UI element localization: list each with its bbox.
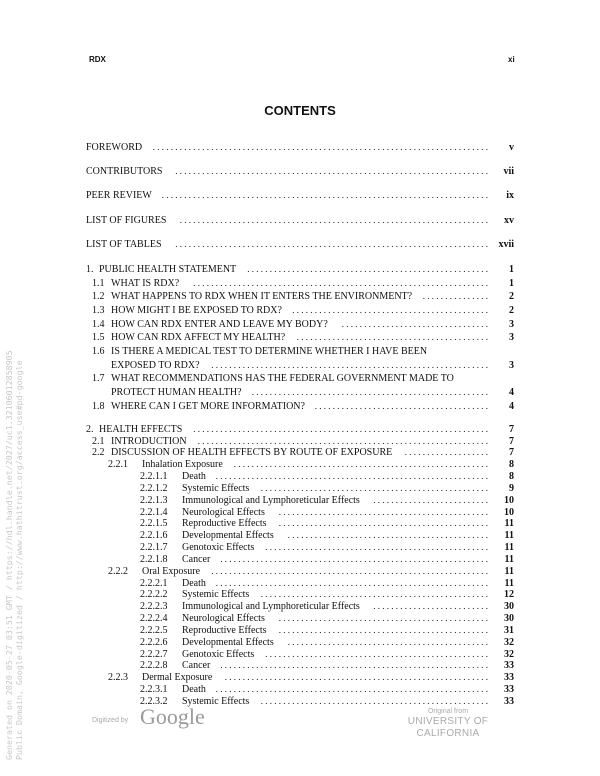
toc-entry-label: Neurological Effects: [182, 506, 265, 518]
toc-entry-label-wrap: [182, 684, 488, 695]
toc-entry-number: 2.2.2: [108, 565, 128, 577]
toc-entry-label-wrap: [99, 264, 488, 275]
toc-entry-label: PEER REVIEW: [86, 190, 152, 202]
toc-entry-label: Death: [182, 684, 206, 696]
toc-entry[interactable]: [0, 401, 600, 412]
watermark-line-2: Public Domain, Google-digitized / http://www.hathitrust.org/access_use#pd-google: [14, 360, 24, 760]
toc-entry-number: 2.2.3.2: [140, 695, 168, 707]
dot-leader: . . . . . . . . . . . . . . . . . . . . . . . . . . . . . . . . . . . . . . . . . . . . .: [285, 636, 488, 647]
toc-entry-page: 33: [504, 695, 514, 707]
toc-entry-label-wrap: [182, 507, 488, 518]
toc-entry-page: 31: [504, 624, 514, 636]
toc-entry-number: 2.2.3: [108, 672, 128, 684]
dot-leader: . . . . . . . . . . . . . . . . . . . . . . . . . . . . . . . . . . . . . . . . . . . . . . . . . . .: [258, 589, 488, 600]
toc-entry-page: 10: [504, 494, 514, 506]
toc-entry[interactable]: [0, 332, 600, 343]
toc-entry-label-wrap: [86, 239, 488, 250]
toc-entry-number: 2.2.2.3: [140, 601, 168, 613]
toc-entry-page: 10: [504, 506, 514, 518]
toc-entry[interactable]: [0, 142, 600, 153]
toc-entry-label: INTRODUCTION: [111, 435, 187, 447]
toc-entry-number: 2.2.2.6: [140, 636, 168, 648]
dot-leader: . . . . . . . . . . . . . . . . . . . . . . . . . . . . . . . . . . . . . . . . . . . . . . .: [276, 624, 488, 635]
dot-leader: . . . . . . . . . . . . . . . . . . . . . . . . . . . . . . . . . . . . . . . . . . . .: [290, 304, 488, 315]
toc-entry-page: 11: [504, 577, 514, 589]
toc-entry-number: 1.4: [92, 318, 105, 330]
toc-entry-label: Neurological Effects: [182, 613, 265, 625]
dot-leader: . . . . . . . . . . . . . . . . . . . . . . . . . . . . . . . . . . . . . . . . . . . . . . .: [276, 518, 488, 529]
dot-leader: . . . . . . . . . . . . . . . . . . . . . . . . . . . . . . . . . . . . . . . . . . . . . . . . . . . . . .: [245, 263, 488, 274]
toc-entry-label-wrap: [111, 332, 488, 343]
toc-entry-label-wrap: [86, 166, 488, 177]
toc-entry[interactable]: [0, 305, 600, 316]
toc-entry-label: HOW CAN RDX ENTER AND LEAVE MY BODY?: [111, 318, 328, 330]
toc-entry-page: 11: [504, 542, 514, 554]
toc-entry-number: 2.2: [92, 447, 105, 459]
toc-entry[interactable]: [0, 447, 600, 458]
toc-entry-label-wrap: [111, 319, 488, 330]
toc-entry-page: 4: [509, 400, 514, 412]
toc-entry-page: 32: [504, 648, 514, 660]
toc-entry[interactable]: [0, 507, 600, 518]
google-logo: Google: [140, 704, 205, 729]
toc-entry-label: WHAT RECOMMENDATIONS HAS THE FEDERAL GOVERNMENT MADE TO: [111, 373, 454, 385]
running-header-title: RDX: [89, 55, 106, 64]
dot-leader: . . . . . . . . . . . . . . . . . . . . . . . . . . . . . . . . . . . . . . . . . . . . . . . . . . . . . . . . . . . .: [218, 553, 488, 564]
toc-entry-label: CONTRIBUTORS: [86, 166, 163, 178]
toc-entry-label: HEALTH EFFECTS: [99, 423, 183, 435]
toc-entry-number: 2.2.2.4: [140, 613, 168, 625]
dot-leader: . . . . . . . . . . . . . . . . . . . . . . . . . . . . . . . . . . . . . . . . . . . . .: [285, 530, 488, 541]
toc-entry-label-wrap: [182, 530, 488, 541]
digitized-by-label: Digitized by: [92, 717, 129, 724]
toc-entry-number: 2.2.1.2: [140, 482, 168, 494]
toc-entry[interactable]: [0, 625, 600, 636]
toc-entry-page: 7: [509, 447, 514, 459]
toc-entry[interactable]: [0, 264, 600, 275]
toc-entry-number: 2.2.1.3: [140, 494, 168, 506]
toc-entry-page: 33: [504, 672, 514, 684]
toc-entry[interactable]: [0, 291, 600, 302]
dot-leader: . . . . . . . . . . . . . . . . . . . . . . . . . .: [371, 494, 488, 505]
dot-leader: . . . . . . . . . . . . . . . . . . . . . . . . . . . . . . . . . . . . . . . . . . . . . . . . . . . . . . . . . . . . . . . . . . . . . .: [173, 166, 488, 177]
toc-entry-number: 2.2.2.2: [140, 589, 168, 601]
toc-entry-page: v: [509, 142, 514, 153]
dot-leader: . . . . . . . . . . . . . . . . . . . . . . . . . . . . . . . . . . . . . . . . . . . . . . . . . . . . . . . . . . . . .: [213, 684, 488, 695]
toc-entry-label: DISCUSSION OF HEALTH EFFECTS BY ROUTE OF EXPOSURE: [111, 447, 393, 459]
dot-leader: . . . . . . . . . . . . . . . . . . . . . . . . . . . . . . . . . . . . . . . . . . . . . . . . . . .: [258, 695, 488, 706]
dot-leader: . . . . . . . . . . . . . . . . . . . . . . . . . . . . . . . . . . . . . . . . . . . . . . . . . . . . . . . . . . . . . . . . . .: [191, 423, 488, 434]
toc-entry-label-wrap: [111, 373, 457, 384]
toc-entry-label-wrap: [182, 696, 488, 707]
toc-entry-label-wrap: [182, 625, 488, 636]
original-from-label: Original from: [427, 708, 469, 715]
toc-entry-label: Systemic Effects: [182, 695, 250, 707]
toc-entry[interactable]: [0, 589, 600, 600]
toc-entry-page: 30: [504, 601, 514, 613]
toc-entry-number: 1.1: [92, 277, 105, 289]
toc-entry-label: Oral Exposure: [142, 565, 201, 577]
toc-entry-number: 2.2.1: [108, 459, 128, 471]
toc-entry-page: 33: [504, 660, 514, 672]
toc-entry-label-wrap: [182, 589, 488, 600]
toc-entry-label: Systemic Effects: [182, 589, 250, 601]
toc-entry[interactable]: [0, 373, 600, 384]
toc-entry-label: HOW MIGHT I BE EXPOSED TO RDX?: [111, 304, 282, 316]
toc-entry-label: WHERE CAN I GET MORE INFORMATION?: [111, 400, 305, 412]
toc-entry-label-wrap: [182, 542, 488, 553]
toc-entry-page: xvii: [498, 238, 514, 250]
watermark-line-1: Generated on 2020-05-27 03:51 GMT / https://hdl.handle.net/2027/uc1.32106012858905: [4, 350, 14, 760]
toc-entry[interactable]: [0, 166, 600, 177]
dot-leader: . . . . . . . . . . . . . . . . . . . . . . . . . . . . . . . . . . . . . . . . . . . . . . . . . . . . . . . . . . . . .: [213, 577, 488, 588]
toc-entry[interactable]: [0, 471, 600, 482]
toc-entry-number: 2.2.1.4: [140, 506, 168, 518]
toc-entry-label: IS THERE A MEDICAL TEST TO DETERMINE WHETHER I HAVE BEEN: [111, 346, 428, 357]
toc-entry-label: Immunological and Lymphoreticular Effects: [182, 494, 360, 506]
toc-entry-label-wrap: [182, 601, 488, 612]
toc-entry-number: 1.8: [92, 400, 105, 412]
toc-entry-continuation[interactable]: [0, 387, 600, 398]
toc-entry-label: Genotoxic Effects: [182, 648, 255, 660]
dot-leader: . . . . . . . . . . . . . . . . . . . . . . . . . . . . . . . . . . . . . . . . . . . . . . . . . . . . . . . . . . . . . .: [209, 359, 488, 370]
toc-entry-label: Inhalation Exposure: [142, 459, 223, 471]
toc-entry-page: xv: [504, 214, 514, 226]
dot-leader: . . . . . . . . . . . . . . . . . . . . . . . . . . . . . . . . . . . . . . . . . . . . . . .: [276, 506, 488, 517]
toc-entry-label-wrap: [142, 459, 488, 470]
toc-entry[interactable]: [0, 424, 600, 435]
toc-entry[interactable]: [0, 542, 600, 553]
dot-leader: . . . . . . . . . . . . . . . . . . . . . . . . . . . . . . . . . . . . . . . . . . . . . . . . . . . . . . . . . . . . . . . . . .: [191, 277, 488, 288]
dot-leader: . . . . . . . . . . . . . . . . . . . . . . . . . . . . . . . . . . . . . . .: [312, 400, 488, 411]
dot-leader: . . . . . . . . . . . . . . . . . . . . . . . . . . . . . . . . . . . . . . . . . . . . . . . . . . . . . . . . .: [231, 459, 488, 470]
dot-leader: . . . . . . . . . . . . . . .: [420, 291, 488, 302]
toc-entry[interactable]: [0, 578, 600, 589]
toc-entry[interactable]: [0, 601, 600, 612]
toc-entry[interactable]: [0, 672, 600, 683]
toc-entry-page: 7: [509, 435, 514, 447]
toc-entry[interactable]: [0, 239, 600, 250]
toc-entry-page: 11: [504, 565, 514, 577]
toc-entry-page: 1: [509, 277, 514, 289]
dot-leader: . . . . . . . . . . . . . . . . . . . . . . . . . . . . . . . . . . . . . . . . . . . . . . . . . .: [263, 542, 488, 553]
toc-entry-label-wrap: [111, 291, 488, 302]
dot-leader: . . . . . . . . . . . . . . . . . . . . . . . . . . . . . . . . . . . . . . . . . . . . . . . . . . . . . . . . . . . . . . . . .: [195, 435, 488, 446]
toc-entry-label: Death: [182, 577, 206, 589]
toc-entry-label-wrap: [182, 578, 488, 589]
toc-entry-label-wrap: [182, 471, 488, 482]
toc-entry-number: 1.5: [92, 332, 105, 344]
institution-name: UNIVERSITY OF CALIFORNIA: [407, 716, 489, 739]
toc-entry-label-wrap: [182, 637, 488, 648]
dot-leader: . . . . . . . . . . . . . . . . . . . . . . . . . . . . . . . . . . . . . . . . . . . . . . . . . . . . . . . . . . . . . . . . . . . . . .: [173, 238, 488, 249]
toc-entry-page: 8: [509, 471, 514, 483]
toc-entry-page: 3: [509, 359, 514, 371]
toc-entry-label: Genotoxic Effects: [182, 542, 255, 554]
toc-entry-label-wrap: [111, 436, 488, 447]
toc-entry-number: 1.2: [92, 291, 105, 303]
toc-entry[interactable]: [0, 518, 600, 529]
toc-entry-label: EXPOSED TO RDX?: [111, 359, 200, 371]
toc-entry-page: 32: [504, 636, 514, 648]
toc-entry-label-wrap: [111, 360, 488, 371]
toc-entry-page: 12: [504, 589, 514, 601]
toc-entry-label-wrap: [182, 495, 488, 506]
toc-entry[interactable]: [0, 215, 600, 226]
dot-leader: . . . . . . . . . . . . . . . . . . . . . . . . . . . . . . . . .: [339, 318, 488, 329]
toc-entry-number: 2.2.1.6: [140, 530, 168, 542]
toc-entry-label: Systemic Effects: [182, 482, 250, 494]
toc-entry[interactable]: [0, 436, 600, 447]
toc-entry-label-wrap: [182, 554, 488, 565]
dot-leader: . . . . . . . . . . . . . . . . . . . . . . . . . . . . . . . . . . . . . . . . . . . . . . . . . . . . .: [249, 387, 488, 398]
toc-entry-page: 3: [509, 332, 514, 344]
page-title: CONTENTS: [264, 103, 336, 118]
toc-entry-label: Reproductive Effects: [182, 518, 267, 530]
toc-entry-label: WHAT HAPPENS TO RDX WHEN IT ENTERS THE ENVIRONMENT?: [111, 291, 413, 303]
toc-entry-number: 2.2.1.8: [140, 553, 168, 565]
toc-entry-number: 1.7: [92, 373, 105, 385]
toc-entry-label-wrap: [182, 518, 488, 529]
toc-entry-label: Reproductive Effects: [182, 624, 267, 636]
toc-entry[interactable]: [0, 637, 600, 648]
dot-leader: . . . . . . . . . . . . . . . . . . . . . . . . . . . . . . . . . . . . . . . . . . . . . . . . . . . . . . . . . . . . . . . . . . . . . . . . . . .: [150, 142, 488, 152]
toc-entry-number: 1.3: [92, 304, 105, 316]
toc-entry[interactable]: [0, 684, 600, 695]
watermark: [4, 350, 24, 760]
toc-entry[interactable]: [0, 346, 600, 357]
page-number-roman: xi: [508, 55, 515, 64]
toc-entry-page: 11: [504, 553, 514, 565]
toc-entry-number: 2.2.2.8: [140, 660, 168, 672]
toc-entry-number: 2.2.1.7: [140, 542, 168, 554]
dot-leader: . . . . . . . . . . . . . . . . . . . . . . . . . . . . . . . . . . . . . . . . . . . . . . . . . . . . . . . . . . . . .: [213, 471, 488, 482]
toc-entry[interactable]: [0, 696, 600, 707]
toc-entry-label-wrap: [182, 483, 488, 494]
toc-entry[interactable]: [0, 649, 600, 660]
toc-entry[interactable]: [0, 613, 600, 624]
toc-entry-number: 2.: [86, 423, 94, 435]
toc-entry-label: Immunological and Lymphoreticular Effects: [182, 601, 360, 613]
dot-leader: . . . . . . . . . . . . . . . . . . . . . . . . . .: [371, 601, 488, 612]
toc-entry-page: 9: [509, 482, 514, 494]
toc-entry-label: LIST OF TABLES: [86, 238, 162, 250]
toc-entry-number: 1.6: [92, 346, 105, 357]
toc-entry-page: ix: [506, 190, 514, 202]
toc-entry-page: 30: [504, 613, 514, 625]
toc-entry-label: Developmental Effects: [182, 530, 274, 542]
original-from: [383, 707, 513, 740]
toc-entry[interactable]: [0, 278, 600, 289]
toc-entry-label: Developmental Effects: [182, 636, 274, 648]
toc-entry-label-wrap: [142, 566, 488, 577]
toc-entry[interactable]: [0, 660, 600, 671]
toc-entry-label: WHAT IS RDX?: [111, 277, 180, 289]
toc-entry-label-wrap: [111, 346, 430, 357]
dot-leader: . . . . . . . . . . . . . . . . . . . . . . . . . . . . . . . . . . . . . . . . . . . . . . . . . . . . . . . . . . . .: [218, 660, 488, 671]
toc-entry[interactable]: [0, 319, 600, 330]
toc-entry-number: 2.2.2.1: [140, 577, 168, 589]
toc-entry-label: FOREWORD: [86, 142, 143, 153]
toc-entry-label: Death: [182, 471, 206, 483]
toc-entry-page: 33: [504, 684, 514, 696]
toc-entry-page: 3: [509, 318, 514, 330]
toc-entry-label: PROTECT HUMAN HEALTH?: [111, 387, 242, 399]
toc-entry-number: 2.2.1.5: [140, 518, 168, 530]
toc-entry-number: 1.: [86, 263, 94, 275]
dot-leader: . . . . . . . . . . . . . . . . . . . . . . . . . . . . . . . . . . . . . . . . . . . . . . . . . . . . . . . . . . . . . . . . . . . . . . . . .: [159, 190, 488, 201]
toc-entry-number: 2.2.2.7: [140, 648, 168, 660]
toc-entry-label: LIST OF FIGURES: [86, 214, 167, 226]
dot-leader: . . . . . . . . . . . . . . . . . . .: [402, 447, 488, 458]
dot-leader: . . . . . . . . . . . . . . . . . . . . . . . . . . . . . . . . . . . . . . . . . . . . . . . . . .: [263, 648, 488, 659]
toc-entry-label-wrap: [111, 401, 488, 412]
dot-leader: . . . . . . . . . . . . . . . . . . . . . . . . . . . . . . . . . . . . . . . . . . . . . . . . . . . . . . . . . . .: [222, 672, 488, 683]
toc-entry[interactable]: [0, 190, 600, 201]
toc-entry[interactable]: [0, 483, 600, 494]
toc-entry-page: vii: [503, 166, 514, 178]
toc-entry-number: 2.2.1.1: [140, 471, 168, 483]
toc-entry[interactable]: [0, 459, 600, 470]
toc-entry-label-wrap: [182, 660, 488, 671]
toc-entry[interactable]: [0, 530, 600, 541]
toc-entry-number: 2.2.2.5: [140, 624, 168, 636]
toc-entry-label-wrap: [99, 424, 488, 435]
toc-entry-label-wrap: [111, 278, 488, 289]
dot-leader: . . . . . . . . . . . . . . . . . . . . . . . . . . . . . . . . . . . . . . . . . . .: [294, 332, 488, 343]
dot-leader: . . . . . . . . . . . . . . . . . . . . . . . . . . . . . . . . . . . . . . . . . . . . . . .: [276, 613, 488, 624]
dot-leader: . . . . . . . . . . . . . . . . . . . . . . . . . . . . . . . . . . . . . . . . . . . . . . . . . . . . . . . . . . . . . .: [209, 565, 488, 576]
toc-entry-label-wrap: [142, 672, 488, 683]
toc-entry-label: PUBLIC HEALTH STATEMENT: [99, 263, 237, 275]
toc-entry-page: 2: [509, 291, 514, 303]
toc-entry[interactable]: [0, 495, 600, 506]
toc-entry-label: Cancer: [182, 553, 211, 565]
toc-entry-page: 2: [509, 304, 514, 316]
toc-entry[interactable]: [0, 554, 600, 565]
toc-entry-page: 7: [509, 423, 514, 435]
dot-leader: . . . . . . . . . . . . . . . . . . . . . . . . . . . . . . . . . . . . . . . . . . . . . . . . . . .: [258, 482, 488, 493]
toc-entry[interactable]: [0, 566, 600, 577]
toc-entry-page: 11: [504, 530, 514, 542]
toc-entry-label-wrap: [111, 305, 488, 316]
toc-entry-label-wrap: [111, 387, 488, 398]
toc-entry-label: Cancer: [182, 660, 211, 672]
toc-entry-label: HOW CAN RDX AFFECT MY HEALTH?: [111, 332, 286, 344]
toc-entry-number: 2.1: [92, 435, 105, 447]
toc-entry-label-wrap: [182, 649, 488, 660]
toc-entry-label-wrap: [182, 613, 488, 624]
toc-entry-page: 1: [509, 263, 514, 275]
toc-entry-label-wrap: [86, 215, 488, 226]
toc-entry-page: 11: [504, 518, 514, 530]
toc-entry-label-wrap: [86, 142, 488, 153]
toc-entry-label: Dermal Exposure: [142, 672, 213, 684]
toc-entry-page: 4: [509, 387, 514, 399]
dot-leader: . . . . . . . . . . . . . . . . . . . . . . . . . . . . . . . . . . . . . . . . . . . . . . . . . . . . . . . . . . . . . . . . . . . . .: [177, 214, 488, 225]
toc-entry-label-wrap: [111, 447, 488, 458]
toc-entry-continuation[interactable]: [0, 360, 600, 371]
toc-entry-label-wrap: [86, 190, 488, 201]
toc-entry-page: 8: [509, 459, 514, 471]
toc-entry-number: 2.2.3.1: [140, 684, 168, 696]
